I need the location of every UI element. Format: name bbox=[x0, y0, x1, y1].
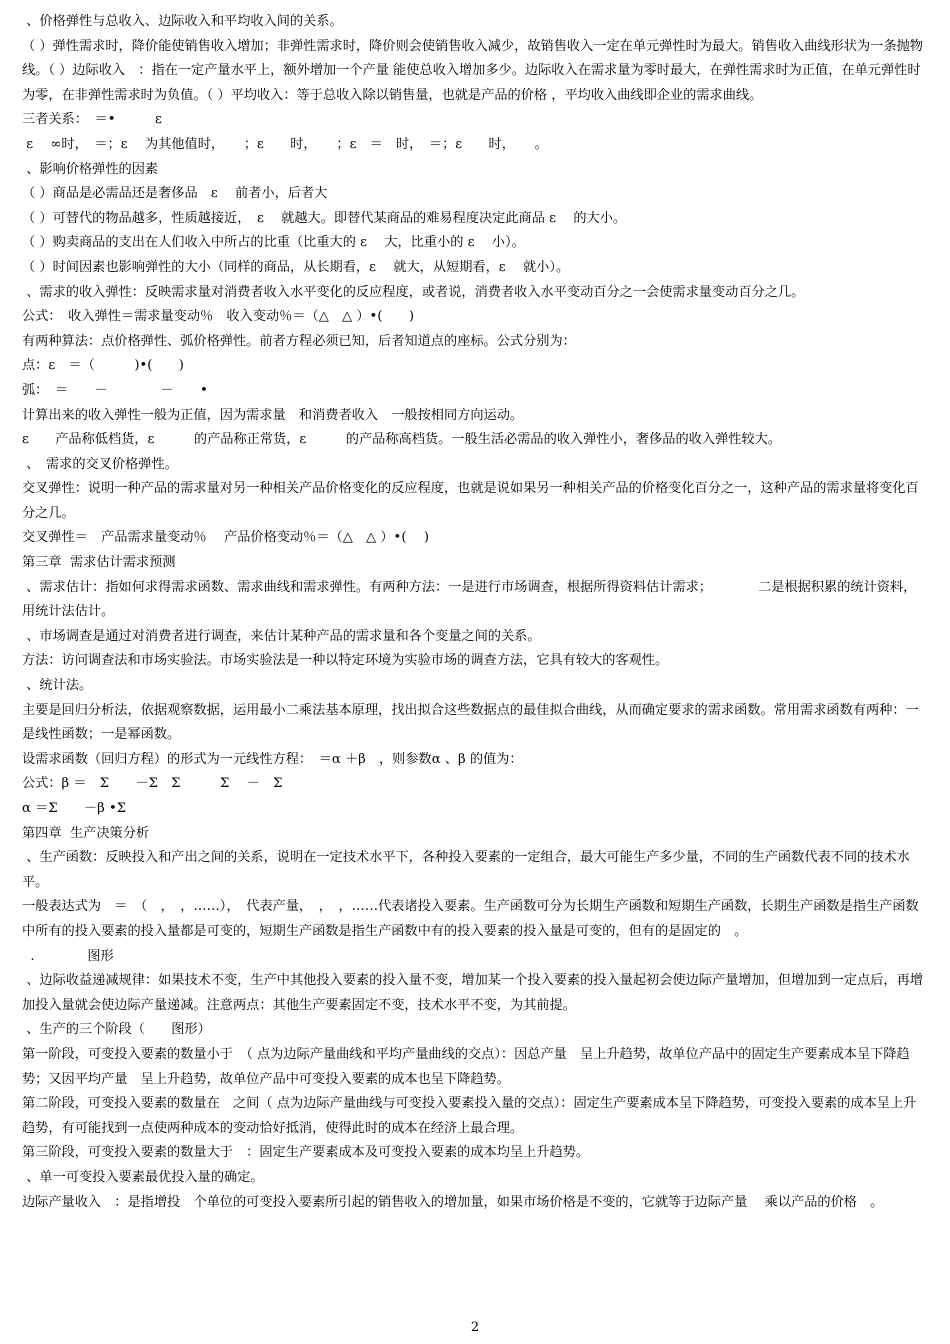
line: 、需求估计：指如何求得需求函数、需求曲线和需求弹性。有两种方法：一是进行市场调查，根据所得资料估计需求； 二是根据积累的统计资料，用统计法估计。 bbox=[22, 579, 917, 620]
page-number: 2 bbox=[470, 1320, 480, 1335]
line: 第四章 生产决策分析 bbox=[22, 825, 150, 841]
line: 第三阶段，可变投入要素的数量大于 ：固定生产要素成本及可变投入要素的成本均呈上升趋势。 bbox=[22, 1145, 590, 1161]
line: 、单一可变投入要素最优投入量的确定。 bbox=[22, 1169, 264, 1185]
line: 主要是回归分析法，依据观察数据，运用最小二乘法基本原理，找出拟合这些数据点的最佳拟合曲线，从而确定要求的需求函数。常用需求函数有两种：一是线性函数；一是幂函数。 bbox=[22, 702, 919, 743]
line: 有两种算法：点价格弹性、弧价格弹性。前者方程必须已知，后者知道点的座标。公式分别为： bbox=[22, 333, 576, 349]
line: 公式： 收入弹性＝需求量变动％ 收入变动％＝（△ △ ）•( ) bbox=[22, 309, 415, 325]
line: （ ）可替代的物品越多，性质越接近， ε 就越大。即替代某商品的难易程度决定此商品 ε 的大小。 bbox=[22, 210, 627, 226]
line: 三者关系： ＝• ε bbox=[22, 112, 162, 128]
line: ε ∞时， ＝；ε 为其他值时， ；ε 时， ；ε ＝ 时， ＝；ε 时， 。 bbox=[22, 136, 548, 152]
line: 、影响价格弹性的因素 bbox=[22, 161, 159, 177]
line: 第一阶段，可变投入要素的数量小于 （ 点为边际产量曲线和平均产量曲线的交点）：因总产量 呈上升趋势，故单位产品中的固定生产要素成本呈下降趋势；又因平均产量 呈上升趋势，故单位产品中可变投入要素的成本也呈下降趋势。 bbox=[22, 1046, 910, 1087]
line: 边际产量收入 ：是指增投 个单位的可变投入要素所引起的销售收入的增加量，如果市场价格是不变的，它就等于边际产量 乘以产品的价格 。 bbox=[22, 1194, 884, 1210]
line: 一般表达式为 ＝ （ ， ，……）， 代表产量， ， ，……代表诸投入要素。生产函数可分为长期生产函数和短期生产函数，长期生产函数是指生产函数中所有的投入要素的投入量都是可变的，短期生产函数是指生产函数中有的投入要素的投入量是可变的，但有的是固定的 。 bbox=[22, 899, 919, 939]
line: 点：ε ＝（ )•( ) bbox=[22, 358, 184, 374]
line: 公式：β ＝ Σ －Σ Σ Σ － Σ bbox=[22, 776, 283, 792]
line: 、需求的收入弹性：反映需求量对消费者收入水平变化的反应程度，或者说，消费者收入水平变动百分之一会使需求量变动百分之几。 bbox=[22, 284, 805, 300]
line: ε 产品称低档货，ε 的产品称正常货，ε 的产品称高档货。一般生活必需品的收入弹性小，奢侈品的收入弹性较大。 bbox=[22, 432, 781, 448]
line: . 图形 bbox=[22, 948, 114, 964]
line: （ ）购卖商品的支出在人们收入中所占的比重（比重大的 ε 大，比重小的 ε 小）。 bbox=[22, 235, 525, 251]
line: 弧： ＝ － － • bbox=[22, 382, 208, 398]
line: （ ）时间因素也影响弹性的大小（同样的商品，从长期看，ε 就大，从短期看，ε 就小）。 bbox=[22, 259, 570, 275]
line: α ＝Σ －β •Σ bbox=[22, 801, 127, 816]
line: 、价格弹性与总收入、边际收入和平均收入间的关系。 bbox=[22, 14, 343, 29]
line: 、统计法。 bbox=[22, 678, 93, 694]
line: 、生产函数：反映投入和产出之间的关系，说明在一定技术水平下，各种投入要素的一定组合，最大可能生产多少量，不同的生产函数代表不同的技术水平。 bbox=[22, 850, 910, 890]
line: （ ）弹性需求时，降价能使销售收入增加；非弹性需求时，降价则会使销售收入减少，故销售收入一定在单元弹性时为最大。销售收入曲线形状为一条抛物线。（ ）边际收入 ：指在一定产量水平上，额外增加一个产量 能使总收入增加多少。边际收入在需求量为零时最大，在弹性需求时为正值，在单元弹性时为零，在非弹性需求时为负值。（ ）平均收入：等于总收入除以销售量，也就是产品的价格 ，平均收入曲线即企业的需求曲线。 bbox=[22, 38, 923, 103]
line: （ ）商品是必需品还是奢侈品 ε 前者小，后者大 bbox=[22, 186, 328, 202]
line: 交叉弹性：说明一种产品的需求量对另一种相关产品价格变化的反应程度，也就是说如果另一种相关产品的价格变化百分之一，这种产品的需求量将变化百分之几。 bbox=[22, 481, 919, 521]
line: 、生产的三个阶段（ 图形） bbox=[22, 1022, 211, 1038]
line: 、 需求的交叉价格弹性。 bbox=[22, 456, 178, 472]
line: 设需求函数（回归方程）的形式为一元线性方程： ＝α ＋β ，则参数α 、β 的值为： bbox=[22, 751, 523, 767]
line: 第三章 需求估计需求预测 bbox=[22, 555, 176, 571]
line: 交叉弹性＝ 产品需求量变动％ 产品价格变动％＝（△ △ ）•( ) bbox=[22, 530, 429, 546]
line: 第二阶段，可变投入要素的数量在 之间（ 点为边际产量曲线与可变投入要素投入量的交点）：固定生产要素成本呈下降趋势，可变投入要素的成本呈上升趋势，有可能找到一点使两种成本的变动恰好抵消，使得此时的成本在经济上最合理。 bbox=[22, 1096, 917, 1136]
line: 、边际收益递减规律：如果技术不变，生产中其他投入要素的投入量不变，增加某一个投入要素的投入量起初会使边际产量增加，但增加到一定点后，再增加投入量就会使边际产量递减。注意两点：其他生产要素固定不变，技术水平不变，为其前提。 bbox=[22, 973, 923, 1013]
line: 计算出来的收入弹性一般为正值，因为需求量 和消费者收入 一般按相同方向运动。 bbox=[22, 407, 524, 423]
line: 、市场调查是通过对消费者进行调查，来估计某种产品的需求量和各个变量之间的关系。 bbox=[22, 628, 541, 644]
line: 方法：访问调查法和市场实验法。市场实验法是一种以特定环境为实验市场的调查方法，它具有较大的客观性。 bbox=[22, 653, 669, 669]
